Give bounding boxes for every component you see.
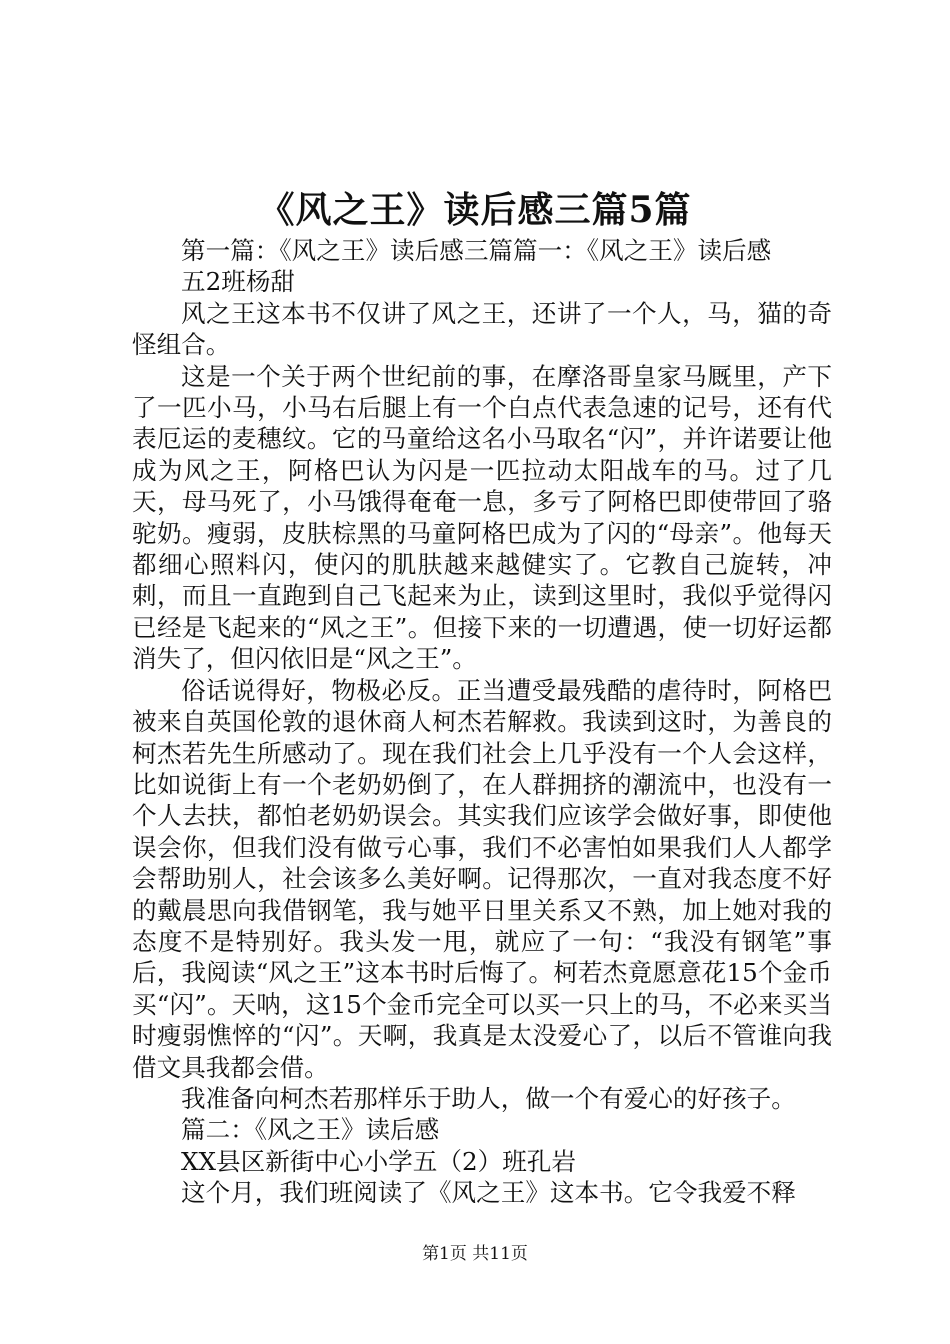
paragraph: 第一篇：《风之王》读后感三篇篇一：《风之王》读后感 [181, 236, 772, 265]
page-footer: 第1页 共11页 [422, 1244, 528, 1264]
paragraph: 五2班杨甜 [181, 267, 296, 297]
paragraph: 风之王这本书不仅讲了风之王，还讲了一个人，马，猫的奇怪组合。 [132, 298, 832, 360]
document-body [132, 235, 832, 1209]
paragraph: 我准备向柯杰若那样乐于助人，做一个有爱心的好孩子。 [181, 1083, 796, 1113]
paragraph: 这是一个关于两个世纪前的事，在摩洛哥皇家马厩里，产下了一匹小马，小马右后腿上有一个白点代表急速的记号，还有代表厄运的麦穗纹。它的马童给这名小马取名“闪”，并许诺要让他成为风之王，阿格巴认为闪是一匹拉动太阳战车的马。过了几天，母马死了，小马饿得奄奄一息，多亏了阿格巴即使带回了骆驼奶。瘦弱，皮肤棕黑的马童阿格巴成为了闪的“母亲”。他每天都细心照料闪，使闪的肌肤越来越健实了。它教自己旋转，冲刺，而且一直跑到自己飞起来为止，读到这里时，我似乎觉得闪已经是飞起来的“风之王”。但接下来的一切遭遇，使一切好运都消失了，但闪依旧是“风之王”。 [132, 361, 832, 674]
paragraph: 这个月，我们班阅读了《风之王》这本书。它令我爱不释 [181, 1178, 796, 1208]
paragraph: 俗话说得好，物极必反。正当遭受最残酷的虐待时，阿格巴被来自英国伦敦的退休商人柯杰若解救。我读到这时，为善良的柯杰若先生所感动了。现在我们社会上几乎没有一个人会这样，比如说街上有一个老奶奶倒了，在人群拥挤的潮流中，也没有一个人去扶，都怕老奶奶误会。其实我们应该学会做好事，即使他误会你，但我们没有做亏心事，我们不必害怕如果我们人人都学会帮助别人，社会该多么美好啊。记得那次，一直对我态度不好的戴晨思向我借钢笔，我与她平日里关系又不熟，加上她对我的态度不是特别好。我头发一甩，就应了一句：“我没有钢笔”事后，我阅读“风之王”这本书时后悔了。柯若杰竟愿意花15个金币买“闪”。天呐，这15个金币完全可以买一只上的马，不必来买当时瘦弱憔悴的“闪”。天啊，我真是太没爱心了，以后不管谁向我借文具我都会借。 [132, 675, 832, 1082]
page-title: 《风之王》读后感三篇5篇 [258, 189, 692, 231]
paragraph: XX县区新街中心小学五（2）班孔岩 [181, 1146, 576, 1176]
paragraph: 篇二：《风之王》读后感 [181, 1115, 440, 1145]
